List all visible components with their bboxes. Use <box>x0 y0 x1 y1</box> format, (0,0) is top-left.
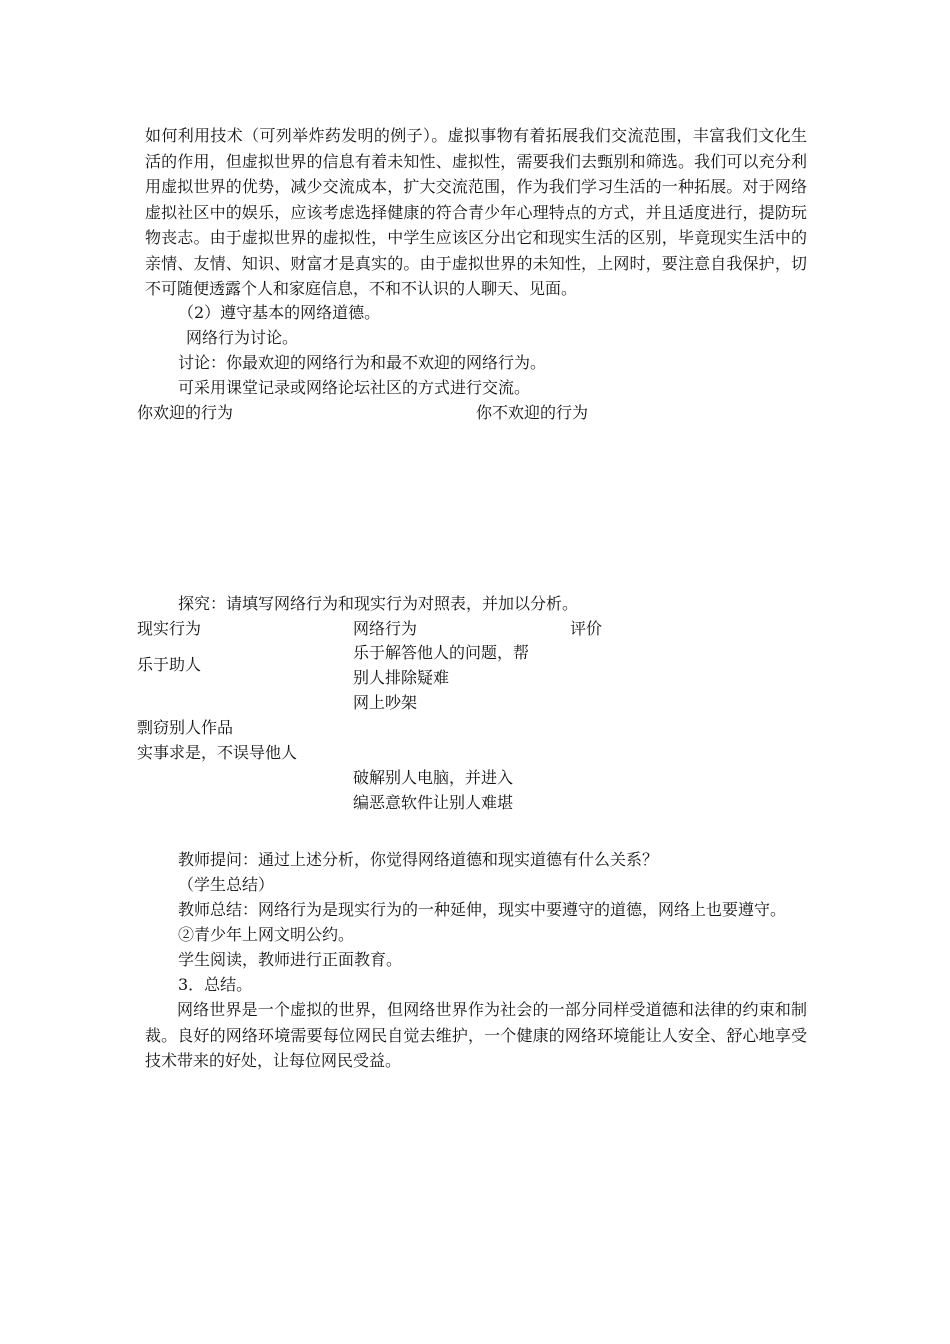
table-cell-online: 破解别人电脑，并进入 <box>353 768 514 787</box>
teacher-question: 教师提问：通过上述分析，你觉得网络道德和现实道德有什么关系？ <box>178 850 659 869</box>
table-header-online: 网络行为 <box>353 619 418 638</box>
conclusion-paragraph: 网络世界是一个虚拟的世界，但网络世界作为社会的一部分同样受道德和法律的约束和制裁。良好的网络环境需要每位网民自觉去维护，一个健康的网络环境能让人安全、舒心地享受技术带来的好处，让每位网民受益。 <box>145 1000 807 1070</box>
discussion-method: 可采用课堂记录或网络论坛社区的方式进行交流。 <box>178 378 531 397</box>
convention-item: ②青少年上网文明公约。 <box>178 925 355 944</box>
teacher-summary: 教师总结：网络行为是现实行为的一种延伸，现实中要遵守的道德，网络上也要遵守。 <box>178 900 787 919</box>
welcome-behavior-label: 你欢迎的行为 <box>137 403 234 422</box>
table-header-evaluation: 评价 <box>570 619 603 638</box>
discussion-title: 网络行为讨论。 <box>186 328 299 347</box>
discussion-prompt: 讨论：你最欢迎的网络行为和最不欢迎的网络行为。 <box>178 353 547 372</box>
table-cell-online: 网上吵架 <box>353 693 418 712</box>
table-cell-real: 实事求是，不误导他人 <box>137 743 298 762</box>
table-cell-real: 剽窃别人作品 <box>137 718 234 737</box>
table-cell-online: 乐于解答他人的问题，帮 <box>353 643 530 662</box>
section-2-heading: （2）遵守基本的网络道德。 <box>178 303 381 322</box>
table-header-real: 现实行为 <box>137 619 202 638</box>
paragraph-virtual-world: 如何利用技术（可列举炸药发明的例子）。虚拟事物有着拓展我们交流范围，丰富我们文化生活的作用，但虚拟世界的信息有着未知性、虚拟性，需要我们去甄别和筛选。我们可以充分利用虚拟世界的优势，减少交流成本，扩大交流范围，作为我们学习生活的一种拓展。对于网络虚拟社区中的娱乐，应该考虑选择健康的符合青少年心理特点的方式，并且适度进行，提防玩物丧志。由于虚拟世界的虚拟性，中学生应该区分出它和现实生活的区别，毕竟现实生活中的亲情、友情、知识、财富才是真实的。由于虚拟世界的未知性，上网时，要注意自我保护，切不可随便透露个人和家庭信息，不和不认识的人聊天、见面。 <box>145 126 807 298</box>
table-cell-online: 编恶意软件让别人难堪 <box>353 793 514 812</box>
student-summary: （学生总结） <box>178 875 275 894</box>
explore-prompt: 探究：请填写网络行为和现实行为对照表，并加以分析。 <box>178 594 579 613</box>
section-3-heading: 3．总结。 <box>178 975 253 994</box>
student-reading: 学生阅读，教师进行正面教育。 <box>178 950 403 969</box>
unwelcome-behavior-label: 你不欢迎的行为 <box>476 403 589 422</box>
table-cell-real: 乐于助人 <box>137 655 202 674</box>
table-cell-online: 别人排除疑难 <box>353 668 450 687</box>
